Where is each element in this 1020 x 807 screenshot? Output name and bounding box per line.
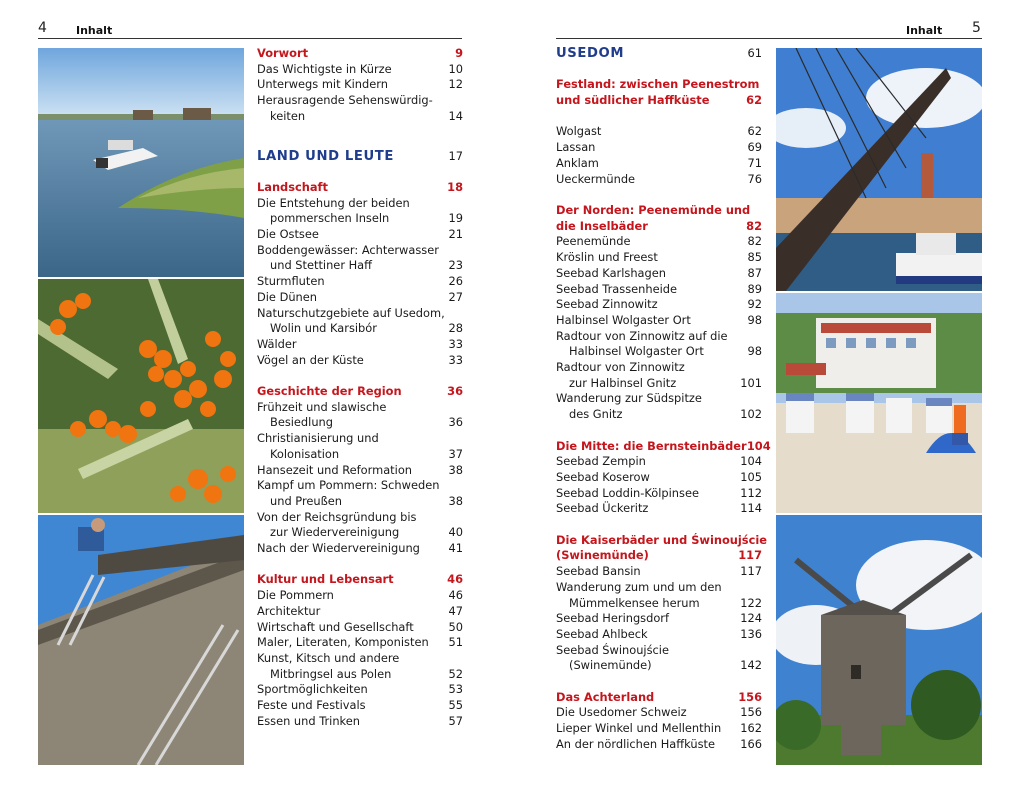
toc-entry (556, 737, 762, 753)
toc-entry-title: Seebad Bansin (556, 564, 641, 579)
right-table-of-contents (556, 46, 771, 753)
toc-entry (556, 46, 762, 62)
toc-entry (556, 376, 762, 392)
toc-entry-title: Seebad Zinnowitz (556, 297, 658, 312)
toc-entry-page: 117 (738, 548, 762, 563)
toc-entry (556, 124, 762, 140)
toc-entry-title: Festland: zwischen Peenestrom (556, 77, 760, 92)
toc-entry-title: Die Usedomer Schweiz (556, 705, 687, 720)
toc-entry-page (439, 400, 463, 416)
toc-entry-title: Kröslin und Freest (556, 250, 658, 265)
toc-entry-page: 47 (448, 603, 463, 618)
toc-entry-page: 46 (447, 572, 463, 587)
toc-entry-title: Radtour von Zinnowitz (556, 360, 685, 375)
toc-entry-page (439, 431, 463, 447)
toc-entry-page (738, 391, 762, 407)
toc-entry (556, 360, 762, 376)
toc-entry-page (445, 306, 469, 322)
toc-entry-title: Kolonisation (270, 446, 340, 461)
toc-entry-page: 28 (448, 321, 463, 336)
toc-entry-page: 162 (740, 721, 762, 736)
toc-entry-title: Seebad Heringsdorf (556, 611, 670, 626)
toc-entry-title: Lassan (556, 140, 596, 155)
toc-entry (257, 478, 463, 494)
toc-entry-title: Landschaft (257, 179, 328, 194)
toc-entry-page: 112 (740, 485, 762, 500)
toc-entry (257, 510, 463, 526)
toc-entry (556, 658, 762, 674)
toc-entry-page (439, 196, 463, 212)
toc-entry-title: (Swinemünde) (556, 548, 649, 563)
toc-entry-page: 17 (448, 148, 463, 163)
toc-entry-page: 104 (740, 454, 762, 469)
toc-entry-page: 61 (747, 46, 762, 60)
toc-entry-page (738, 580, 762, 596)
toc-entry-title: Mümmelkensee herum (569, 595, 700, 610)
toc-entry-title: Die Mitte: die Bernsteinbäder (556, 438, 747, 453)
toc-entry (257, 306, 463, 322)
toc-entry-title: Seebad Loddin-Kölpinsee (556, 485, 699, 500)
toc-entry-page: 82 (747, 234, 762, 249)
toc-entry-title: Christianisierung und (257, 431, 379, 446)
toc-entry-title: Seebad Ückeritz (556, 501, 649, 516)
toc-entry-title: Wolin und Karsibór (270, 321, 377, 336)
toc-entry (257, 588, 463, 604)
toc-entry (556, 344, 762, 360)
toc-entry-title: Boddengewässer: Achterwasser (257, 242, 439, 257)
toc-entry-title: Vögel an der Küste (257, 352, 364, 367)
toc-entry (257, 667, 463, 683)
toc-entry-title: Besiedlung (270, 415, 333, 430)
toc-entry-page: 33 (448, 336, 463, 351)
toc-entry (556, 486, 762, 502)
toc-entry (257, 714, 463, 730)
toc-entry (257, 321, 463, 337)
toc-entry (556, 438, 771, 455)
toc-entry-page: 89 (747, 281, 762, 296)
toc-entry-title: keiten (270, 108, 306, 123)
toc-entry-page: 12 (448, 77, 463, 92)
toc-entry-page: 117 (740, 564, 762, 579)
toc-entry (257, 77, 463, 93)
toc-entry-title: Feste und Festivals (257, 698, 366, 713)
toc-entry-page: 55 (448, 698, 463, 713)
photo-lagoon-boat (38, 48, 244, 277)
toc-entry-page: 51 (448, 635, 463, 650)
toc-entry (257, 494, 463, 510)
toc-entry-page: 18 (447, 179, 463, 194)
toc-entry (556, 705, 762, 721)
toc-entry (556, 532, 767, 549)
toc-entry (556, 596, 762, 612)
toc-entry-page: 122 (740, 595, 762, 610)
left-page-number: 4 (38, 20, 47, 36)
toc-entry (556, 627, 762, 643)
toc-entry (257, 337, 463, 353)
toc-entry (556, 548, 762, 564)
toc-entry-page: 46 (448, 588, 463, 603)
toc-entry-page: 92 (747, 297, 762, 312)
toc-entry-title: Das Wichtigste in Kürze (257, 61, 392, 76)
toc-entry-title: Ueckermünde (556, 171, 636, 186)
toc-entry-title: Die Ostsee (257, 227, 319, 242)
toc-entry (257, 93, 463, 109)
toc-entry-page: 87 (747, 265, 762, 280)
toc-entry-page: 19 (448, 211, 463, 226)
toc-entry-page: 98 (747, 312, 762, 327)
toc-entry-title: Frühzeit und slawische (257, 399, 387, 414)
toc-entry (257, 572, 463, 588)
toc-entry (257, 400, 463, 416)
toc-entry (257, 149, 463, 165)
toc-entry-page: 98 (747, 344, 762, 359)
toc-entry-page: 26 (448, 274, 463, 289)
toc-entry (556, 643, 762, 659)
toc-entry-page (439, 243, 463, 259)
toc-entry-title: und südlicher Haffküste (556, 93, 710, 108)
toc-entry (556, 611, 762, 627)
toc-entry (257, 211, 463, 227)
toc-entry-page: 14 (448, 108, 463, 123)
toc-entry-title: Architektur (257, 603, 321, 618)
photo-harbour-sailship (776, 48, 982, 291)
toc-entry-page: 76 (747, 171, 762, 186)
toc-entry (556, 266, 762, 282)
toc-entry (257, 698, 463, 714)
toc-entry-title: Seebad Trassenheide (556, 281, 677, 296)
toc-entry-page: 36 (448, 415, 463, 430)
toc-entry-page: 114 (740, 501, 762, 516)
toc-entry-title: zur Wiedervereinigung (270, 525, 400, 540)
toc-entry-title: Nach der Wiedervereinigung (257, 541, 420, 556)
toc-entry-page: 36 (447, 384, 463, 399)
toc-entry-title: Wanderung zur Südspitze (556, 391, 702, 406)
toc-entry (257, 274, 463, 290)
toc-entry (257, 525, 463, 541)
toc-entry-title: Wälder (257, 336, 297, 351)
toc-entry-page: 105 (740, 469, 762, 484)
photo-sea-buckthorn (38, 279, 244, 513)
toc-entry-title: und Preußen (270, 493, 343, 508)
toc-entry-title: Hansezeit und Reformation (257, 462, 413, 477)
toc-entry-title: Kampf um Pommern: Schweden (257, 478, 440, 493)
toc-entry-title: zur Halbinsel Gnitz (569, 375, 677, 390)
toc-entry-page: 37 (448, 446, 463, 461)
toc-entry (556, 580, 762, 596)
toc-entry (257, 447, 463, 463)
toc-entry-page: 57 (448, 713, 463, 728)
photo-beach-chairs (776, 293, 982, 513)
toc-entry-title: Unterwegs mit Kindern (257, 77, 388, 92)
toc-entry-title: USEDOM (556, 46, 625, 61)
left-header-rule (38, 38, 462, 39)
toc-entry-title: Wirtschaft und Gesellschaft (257, 619, 414, 634)
photo-thatched-roof (38, 515, 244, 765)
right-page-number: 5 (972, 20, 981, 36)
toc-entry (257, 541, 463, 557)
toc-entry-page: 27 (448, 289, 463, 304)
toc-entry (556, 93, 762, 109)
toc-entry (257, 635, 463, 651)
toc-entry-title: des Gnitz (569, 407, 623, 422)
toc-entry-title: Seebad Zempin (556, 454, 646, 469)
toc-entry-title: Seebad Karlshagen (556, 265, 666, 280)
toc-entry-page (439, 651, 463, 667)
toc-entry (257, 180, 463, 196)
toc-entry-page: 85 (747, 250, 762, 265)
toc-entry (257, 620, 463, 636)
toc-entry (556, 219, 762, 235)
toc-entry-page: 156 (740, 705, 762, 720)
toc-entry-title: Kultur und Lebensart (257, 572, 394, 587)
toc-entry-page: 40 (448, 525, 463, 540)
toc-entry-page: 38 (448, 462, 463, 477)
toc-entry-title: Sturmfluten (257, 274, 325, 289)
toc-entry (556, 234, 762, 250)
toc-entry (257, 431, 463, 447)
toc-entry (257, 46, 463, 62)
toc-entry (556, 564, 762, 580)
toc-entry (257, 353, 463, 369)
toc-entry (556, 721, 762, 737)
toc-entry (556, 501, 762, 517)
toc-entry (257, 109, 463, 125)
toc-entry (556, 250, 762, 266)
toc-entry-page: 41 (448, 541, 463, 556)
toc-entry-title: Mitbringsel aus Polen (270, 666, 392, 681)
toc-entry-title: Geschichte der Region (257, 384, 402, 399)
toc-entry-title: Von der Reichsgründung bis (257, 509, 417, 524)
toc-entry-title: Wanderung zum und um den (556, 579, 722, 594)
toc-entry-title: Vorwort (257, 46, 309, 60)
toc-entry-page: 101 (740, 375, 762, 390)
toc-entry-title: Die Kaiserbäder und Świnoujście (556, 532, 767, 547)
toc-entry-page (738, 329, 762, 345)
toc-entry-title: Halbinsel Wolgaster Ort (556, 312, 691, 327)
toc-entry-page: 71 (747, 155, 762, 170)
toc-entry (556, 156, 762, 172)
toc-entry-title: Die Entstehung der beiden (257, 195, 410, 210)
toc-entry (556, 690, 762, 706)
toc-entry (556, 282, 762, 298)
toc-entry-title: Das Achterland (556, 689, 655, 704)
toc-entry-page: 33 (448, 352, 463, 367)
toc-entry (556, 172, 762, 188)
toc-entry (257, 682, 463, 698)
toc-entry (556, 297, 762, 313)
toc-entry-page (439, 478, 463, 494)
toc-entry (257, 463, 463, 479)
toc-entry-title: Sportmöglichkeiten (257, 682, 368, 697)
toc-entry-title: die Inselbäder (556, 218, 648, 233)
toc-entry (556, 454, 762, 470)
toc-entry-page: 38 (448, 493, 463, 508)
toc-entry-title: Peenemünde (556, 234, 631, 249)
toc-entry (257, 415, 463, 431)
toc-entry (556, 77, 762, 93)
toc-entry-page: 21 (448, 227, 463, 242)
toc-entry-page (439, 510, 463, 526)
toc-entry (257, 290, 463, 306)
toc-entry-page: 9 (455, 46, 463, 60)
toc-entry (257, 651, 463, 667)
toc-entry-title: Die Dünen (257, 289, 318, 304)
toc-entry-page: 104 (746, 438, 771, 453)
toc-entry-page: 102 (740, 407, 762, 422)
toc-entry (257, 384, 463, 400)
toc-entry-title: Seebad Świnoujście (556, 642, 669, 657)
toc-entry-title: Radtour von Zinnowitz auf die (556, 328, 728, 343)
toc-entry-page: 82 (746, 218, 762, 233)
toc-entry-title: Essen und Trinken (257, 713, 360, 728)
photo-windmill (776, 515, 982, 765)
toc-entry-title: LAND UND LEUTE (257, 148, 394, 164)
toc-entry (257, 196, 463, 212)
toc-entry-page: 53 (448, 682, 463, 697)
toc-entry (556, 407, 762, 423)
toc-entry-title: Maler, Literaten, Komponisten (257, 635, 429, 650)
toc-entry-title: Anklam (556, 155, 599, 170)
toc-entry (257, 258, 463, 274)
toc-entry-page (750, 203, 774, 219)
toc-entry-page: 69 (747, 140, 762, 155)
toc-entry-page: 23 (448, 258, 463, 273)
toc-entry (556, 313, 762, 329)
toc-entry-page: 62 (747, 124, 762, 139)
toc-entry (257, 62, 463, 78)
toc-entry-title: Wolgast (556, 124, 602, 139)
toc-entry (257, 227, 463, 243)
toc-entry-title: pommerschen Inseln (270, 211, 390, 226)
toc-entry-page (738, 360, 762, 376)
toc-entry (257, 243, 463, 259)
toc-entry (556, 329, 762, 345)
right-running-head: Inhalt (906, 24, 943, 37)
toc-entry-page: 142 (740, 658, 762, 673)
toc-entry-title: Die Pommern (257, 588, 334, 603)
toc-entry-title: Naturschutzgebiete auf Usedom, (257, 305, 445, 320)
left-table-of-contents (257, 46, 463, 729)
toc-entry-title: und Stettiner Haff (270, 258, 373, 273)
toc-entry (556, 140, 762, 156)
toc-entry-page: 52 (448, 666, 463, 681)
toc-entry-page: 136 (740, 626, 762, 641)
toc-entry-title: Halbinsel Wolgaster Ort (569, 344, 704, 359)
toc-entry-page: 124 (740, 611, 762, 626)
toc-entry-title: Seebad Koserow (556, 469, 650, 484)
toc-entry-title: Herausragende Sehenswürdig- (257, 93, 433, 108)
toc-entry (257, 604, 463, 620)
toc-entry-page: 62 (746, 93, 762, 108)
toc-entry-title: Kunst, Kitsch und andere (257, 650, 400, 665)
toc-entry-title: Der Norden: Peenemünde und (556, 202, 751, 217)
toc-entry (556, 470, 762, 486)
left-running-head: Inhalt (76, 24, 113, 37)
toc-entry-title: An der nördlichen Haffküste (556, 736, 716, 751)
toc-entry (556, 391, 762, 407)
toc-entry-page: 10 (448, 61, 463, 76)
toc-entry-page (439, 93, 463, 109)
toc-entry-title: Seebad Ahlbeck (556, 626, 648, 641)
toc-entry-page: 50 (448, 619, 463, 634)
toc-entry (556, 203, 762, 219)
toc-entry-title: Lieper Winkel und Mellenthin (556, 721, 722, 736)
toc-entry-page (738, 643, 762, 659)
toc-entry-page: 166 (740, 736, 762, 751)
toc-entry-title: (Swinemünde) (569, 658, 652, 673)
toc-entry-page: 156 (738, 689, 762, 704)
right-header-rule (556, 38, 982, 39)
